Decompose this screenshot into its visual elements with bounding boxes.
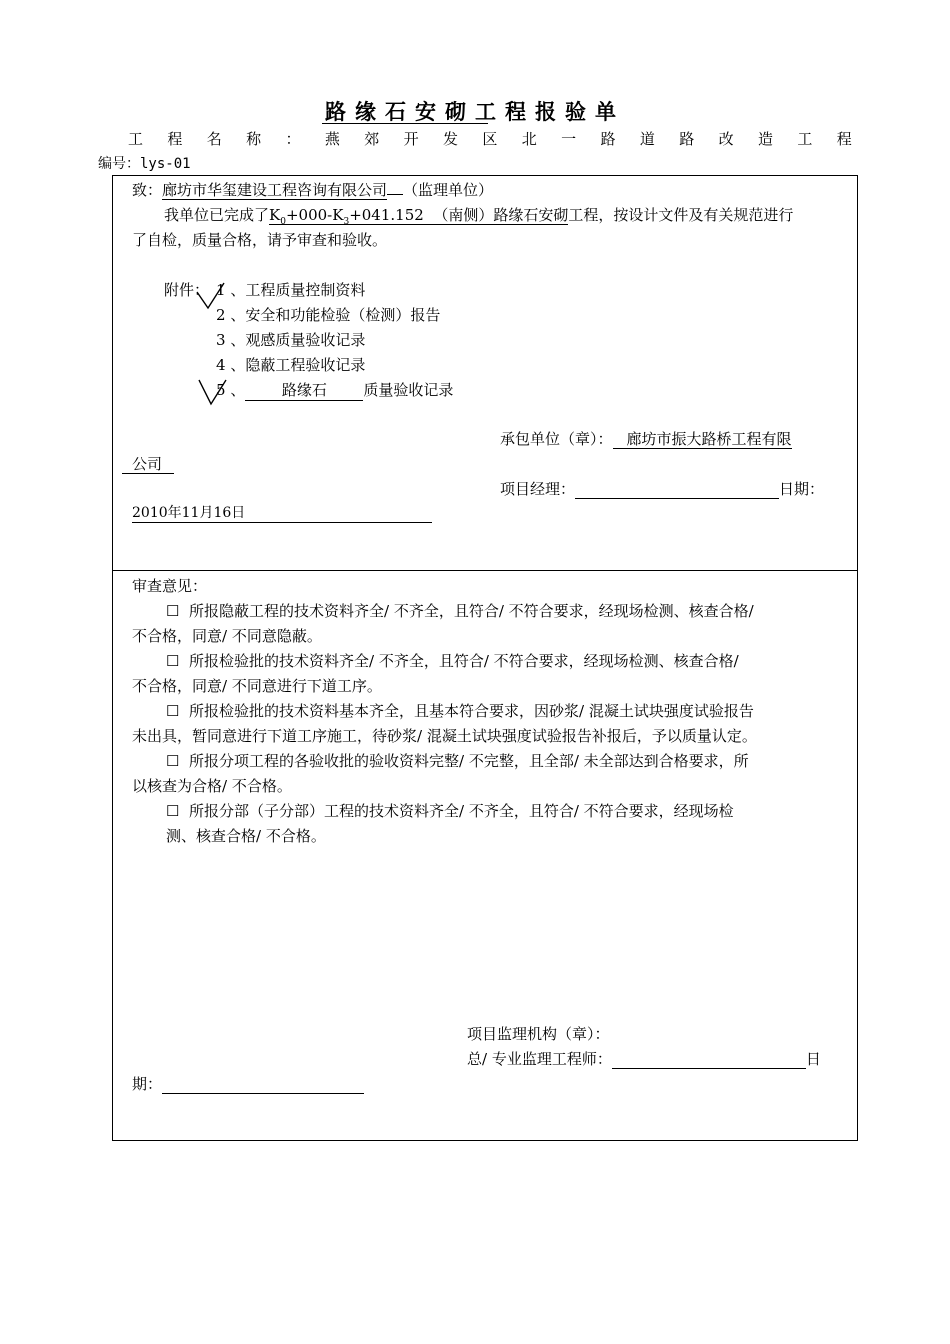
report-line-2: 了自检，质量合格，请予审查和验收。 bbox=[132, 231, 388, 249]
attachment-text: 、 bbox=[230, 381, 246, 399]
review-heading: 审查意见： bbox=[132, 577, 208, 595]
page-title: 路缘石安砌工程报验单 bbox=[325, 100, 625, 124]
stake-sub3: 3 bbox=[343, 217, 350, 227]
checkbox-icon[interactable]: ☐ bbox=[166, 802, 180, 820]
attachment-text: 、安全和功能检验（检测）报告 bbox=[230, 306, 441, 324]
addressee-gap bbox=[387, 194, 403, 195]
project-name-char: 名 bbox=[206, 130, 222, 148]
stake-mid: +000-K bbox=[285, 206, 344, 224]
form-code: 编号：lys-01 bbox=[98, 156, 191, 172]
supervision-unit-name: 廊坊市华玺建设工程咨询有限公司 bbox=[162, 181, 388, 199]
stake-k0: K bbox=[269, 206, 281, 224]
checkbox-icon[interactable]: ☐ bbox=[166, 602, 180, 620]
contractor-date-underline bbox=[132, 502, 432, 523]
contractor-name-text: 廊坊市振大路桥工程有限 bbox=[626, 430, 792, 448]
project-name-char: 工 bbox=[797, 130, 813, 148]
attachment-after: 质量验收记录 bbox=[363, 381, 454, 399]
report-lead: 我单位已完成了 bbox=[164, 206, 270, 224]
review-item-text: 所报检验批的技术资料齐全/ 不齐全，且符合/ 不符合要求，经现场检测、核查合格/ bbox=[189, 652, 739, 670]
contractor-name-2 bbox=[122, 453, 174, 474]
review-item-5-line-2: 测、核查合格/ 不合格。 bbox=[166, 827, 326, 845]
title-underline bbox=[322, 123, 488, 124]
project-name-char: 路 bbox=[600, 130, 616, 148]
contractor-date bbox=[132, 502, 432, 523]
project-name-char: 郊 bbox=[364, 130, 380, 148]
stake-end: +041.152 （南侧）路缘石安砌 bbox=[349, 206, 569, 224]
attachment-num: 2 bbox=[216, 306, 226, 324]
attachment-num: 4 bbox=[216, 356, 226, 374]
report-line-1 bbox=[164, 204, 793, 227]
project-name-char: 工 bbox=[128, 130, 144, 148]
contractor-label: 承包单位（章）： bbox=[500, 430, 613, 448]
manager-line bbox=[500, 478, 824, 499]
project-name-row bbox=[128, 128, 852, 149]
project-name-char: 北 bbox=[521, 130, 537, 148]
attachment-text: 、观感质量验收记录 bbox=[230, 331, 366, 349]
engineer-line bbox=[467, 1048, 821, 1069]
attachment-item-5 bbox=[216, 379, 453, 401]
review-date-blank bbox=[162, 1075, 364, 1094]
review-date-label-2: 期： bbox=[132, 1075, 163, 1093]
contractor-name-2-underline bbox=[122, 455, 174, 474]
attachment-blank: 路缘石 bbox=[245, 379, 363, 401]
checkbox-icon[interactable]: ☐ bbox=[166, 652, 180, 670]
review-item-3-line-2: 未出具，暂同意进行下道工序施工，待砂浆/ 混凝土试块强度试验报告补报后，予以质量认定。 bbox=[132, 727, 757, 745]
review-item-4-line-2: 以核查为合格/ 不合格。 bbox=[132, 777, 292, 795]
review-item-text: 所报检验批的技术资料基本齐全，且基本符合要求，因砂浆/ 混凝土试块强度试验报告 bbox=[189, 702, 754, 720]
attachment-text: 、隐蔽工程验收记录 bbox=[230, 356, 366, 374]
addressee-suffix: （监理单位） bbox=[403, 181, 494, 199]
review-item-1-line-2: 不合格，同意/ 不同意隐蔽。 bbox=[132, 627, 322, 645]
project-name-char: 燕 bbox=[324, 130, 340, 148]
engineer-label: 总/ 专业监理工程师： bbox=[467, 1050, 612, 1068]
project-name-char: 发 bbox=[443, 130, 459, 148]
project-name-char: 区 bbox=[482, 130, 498, 148]
attachment-item-1 bbox=[216, 279, 365, 300]
review-item-text: 所报隐蔽工程的技术资料齐全/ 不齐全，且符合/ 不符合要求，经现场检测、核查合格/ bbox=[189, 602, 754, 620]
attachment-item-3 bbox=[216, 329, 365, 350]
project-name-char: 一 bbox=[561, 130, 577, 148]
date-label: 日期： bbox=[779, 480, 825, 498]
manager-signature-line bbox=[575, 480, 779, 499]
review-date-line bbox=[132, 1073, 364, 1094]
checkbox-icon[interactable]: ☐ bbox=[166, 702, 180, 720]
attachment-text: 、工程质量控制资料 bbox=[230, 281, 366, 299]
addressee-line bbox=[132, 179, 493, 200]
contractor-line bbox=[500, 428, 792, 449]
project-name-char: 造 bbox=[758, 130, 774, 148]
review-item-1-line-1 bbox=[166, 600, 754, 621]
project-name-char: 程 bbox=[836, 130, 852, 148]
project-name-char: 路 bbox=[679, 130, 695, 148]
review-item-text: 所报分项工程的各验收批的验收资料完整/ 不完整，且全部/ 未全部达到合格要求，所 bbox=[189, 752, 749, 770]
check-mark-icon bbox=[194, 280, 228, 312]
project-name-char: 改 bbox=[718, 130, 734, 148]
project-name-char: 开 bbox=[403, 130, 419, 148]
supervision-label: 项目监理机构（章）： bbox=[467, 1025, 610, 1043]
project-name-char: ： bbox=[285, 130, 301, 148]
review-item-text: 所报分部（子分部）工程的技术资料齐全/ 不齐全，且符合/ 不符合要求，经现场检 bbox=[189, 802, 734, 820]
attachment-num: 5 bbox=[216, 381, 226, 399]
review-item-2-line-1 bbox=[166, 650, 739, 671]
project-name-char: 道 bbox=[639, 130, 655, 148]
review-item-5-line-1 bbox=[166, 800, 734, 821]
review-date-label-1: 日 bbox=[805, 1050, 821, 1068]
attachment-num: 1 bbox=[216, 281, 226, 299]
contractor-date-value: 2010年11月16日 bbox=[132, 505, 246, 521]
attachments-label: 附件： bbox=[164, 281, 210, 299]
stake-sub0: 0 bbox=[280, 217, 286, 227]
attachment-item-2 bbox=[216, 304, 440, 325]
checkbox-icon[interactable]: ☐ bbox=[166, 752, 180, 770]
stake-range bbox=[269, 206, 568, 225]
addressee-prefix: 致： bbox=[132, 181, 163, 199]
review-item-3-line-1 bbox=[166, 700, 754, 721]
contractor-name-1 bbox=[613, 430, 792, 449]
attachment-num: 3 bbox=[216, 331, 226, 349]
project-name-char: 程 bbox=[167, 130, 183, 148]
engineer-signature-line bbox=[612, 1050, 806, 1069]
review-item-2-line-2: 不合格，同意/ 不同意进行下道工序。 bbox=[132, 677, 382, 695]
check-mark-icon bbox=[196, 374, 230, 408]
contractor-name-2-text: 公司 bbox=[132, 455, 163, 473]
attachment-item-4 bbox=[216, 354, 365, 375]
project-name-char: 称 bbox=[246, 130, 262, 148]
review-item-4-line-1 bbox=[166, 750, 749, 771]
manager-label: 项目经理： bbox=[500, 480, 576, 498]
report-tail-1: 工程，按设计文件及有关规范进行 bbox=[568, 206, 794, 224]
